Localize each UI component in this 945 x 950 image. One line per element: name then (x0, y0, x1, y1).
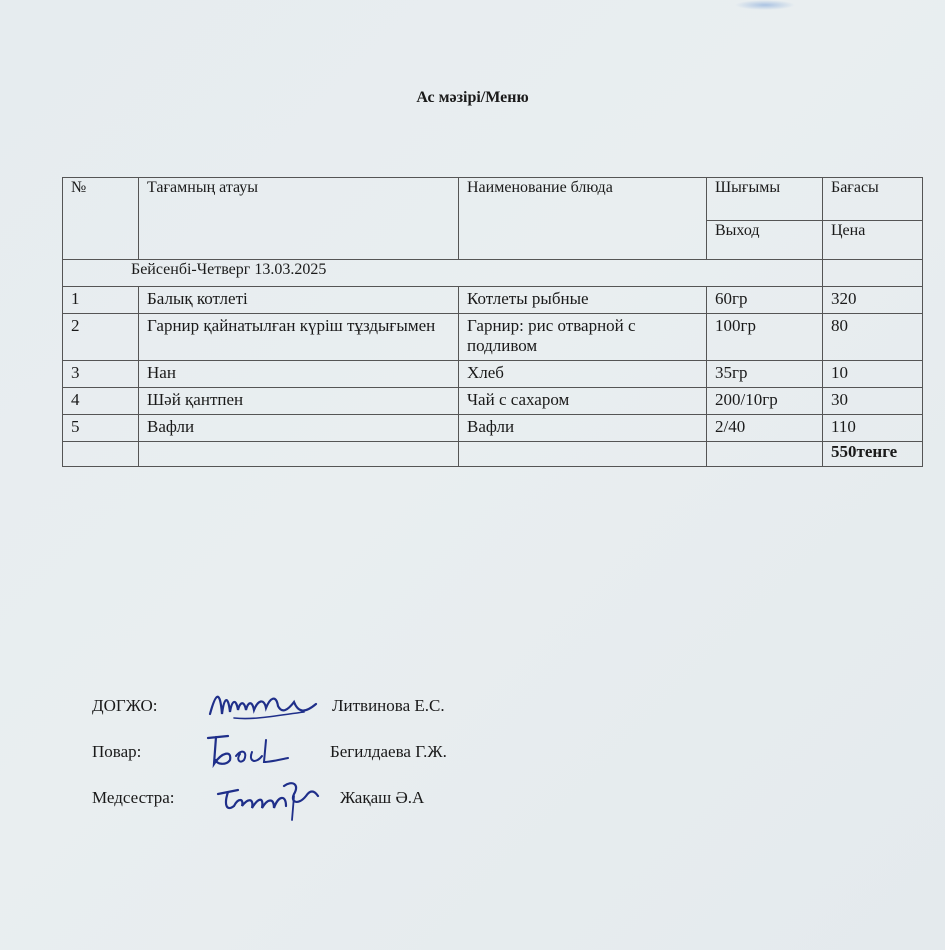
day-label: Бейсенбі-Четверг 13.03.2025 (63, 260, 823, 287)
signature-name: Жақаш Ә.А (340, 788, 425, 807)
dish-name-ru: Котлеты рыбные (459, 287, 707, 314)
dish-price: 30 (823, 388, 923, 415)
dish-name-kz: Балық котлеті (139, 287, 459, 314)
table-row (63, 314, 923, 361)
day-row (63, 260, 923, 287)
total-empty-cell (707, 442, 823, 467)
table-row (63, 361, 923, 388)
header-yield-kz: Шығымы (707, 178, 823, 221)
day-empty-cell (823, 260, 923, 287)
table-row (63, 287, 923, 314)
header-name-ru: Наименование блюда (459, 178, 707, 260)
dish-name-ru: Вафли (459, 415, 707, 442)
total-empty-cell (459, 442, 707, 467)
handwritten-signature-icon (198, 730, 298, 776)
dish-price: 80 (823, 314, 923, 361)
dish-name-ru: Хлеб (459, 361, 707, 388)
signature-role: Медсестра: (92, 788, 175, 807)
row-number: 3 (63, 361, 139, 388)
signature-name: Бегилдаева Г.Ж. (330, 742, 447, 761)
dish-name-ru: Гарнир: рис отварной с подливом (459, 314, 707, 361)
total-empty-cell (139, 442, 459, 467)
dish-yield: 35гр (707, 361, 823, 388)
handwritten-signature-icon (204, 684, 324, 730)
dish-price: 10 (823, 361, 923, 388)
dish-yield: 200/10гр (707, 388, 823, 415)
dish-name-kz: Нан (139, 361, 459, 388)
dish-price: 110 (823, 415, 923, 442)
dish-name-kz: Шәй қантпен (139, 388, 459, 415)
header-name-kz: Тағамның атауы (139, 178, 459, 260)
dish-name-kz: Гарнир қайнатылған күріш тұздығымен (139, 314, 459, 361)
row-number: 4 (63, 388, 139, 415)
dish-yield: 60гр (707, 287, 823, 314)
dish-price: 320 (823, 287, 923, 314)
header-number: № (63, 178, 139, 260)
signature-role: ДОГЖО: (92, 696, 158, 715)
header-price-ru: Цена (823, 221, 923, 260)
dish-name-kz: Вафли (139, 415, 459, 442)
total-row (63, 442, 923, 467)
total-price: 550тенге (823, 442, 923, 467)
row-number: 1 (63, 287, 139, 314)
table-row (63, 415, 923, 442)
page-title: Ас мәзірі/Меню (416, 89, 529, 106)
signature-name: Литвинова Е.С. (332, 696, 445, 715)
dish-yield: 2/40 (707, 415, 823, 442)
row-number: 2 (63, 314, 139, 361)
header-price-kz: Бағасы (823, 178, 923, 221)
handwritten-signature-icon (214, 776, 330, 822)
dish-yield: 100гр (707, 314, 823, 361)
total-empty-cell (63, 442, 139, 467)
menu-table (62, 177, 923, 467)
header-row (63, 178, 923, 221)
table-row (63, 388, 923, 415)
blue-mark-decoration (735, 0, 795, 10)
row-number: 5 (63, 415, 139, 442)
signature-role: Повар: (92, 742, 142, 761)
header-yield-ru: Выход (707, 221, 823, 260)
dish-name-ru: Чай с сахаром (459, 388, 707, 415)
